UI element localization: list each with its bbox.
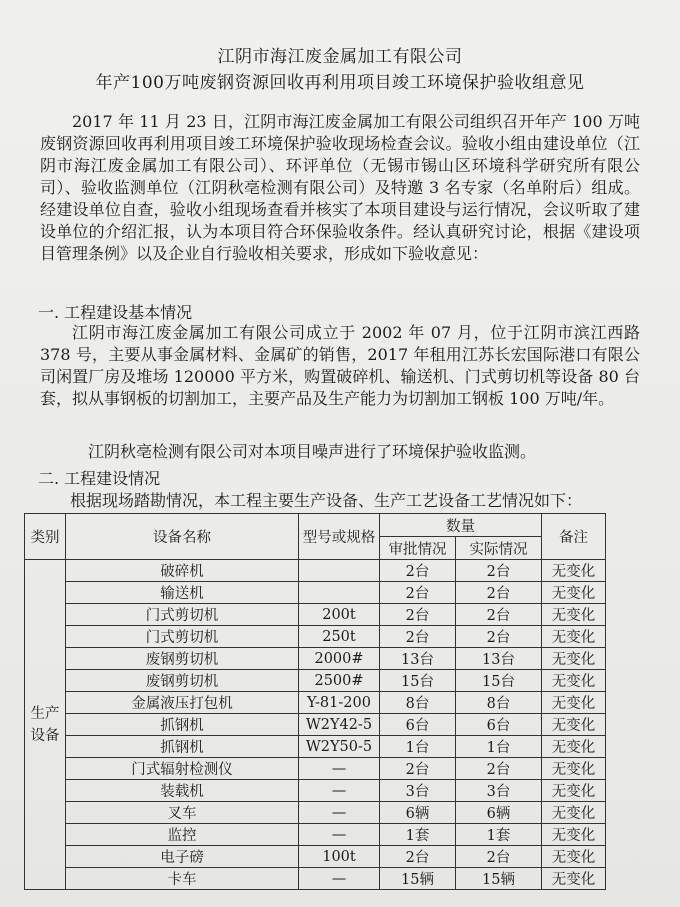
- note-cell: 无变化: [542, 648, 606, 670]
- note-cell: 无变化: [542, 670, 606, 692]
- note-cell: 无变化: [542, 802, 606, 824]
- table-row: [25, 582, 606, 604]
- actual-qty-cell: 1套: [456, 824, 542, 846]
- note-cell: 无变化: [542, 758, 606, 780]
- approved-qty-cell: 2台: [380, 626, 456, 648]
- equipment-name-cell: 卡车: [66, 868, 299, 890]
- model-cell: W2Y50-5: [299, 736, 380, 758]
- section1-text: 江阴市海江废金属加工有限公司成立于 2002 年 07 月，位于江阴市滨江西路 378 号，主要从事金属材料、金属矿的销售，2017 年租用江苏长宏国际港口有限公司闲置厂房及堆场 120000 平方米，购置破碎机、输送机、门式剪切机等设备 80 台套，拟从事钢板的切割加工，主要产品及生产能力为切割加工钢板 100 万吨/年。: [40, 323, 640, 408]
- approved-qty-cell: 2台: [380, 758, 456, 780]
- actual-qty-cell: 3台: [456, 780, 542, 802]
- header-name: 设备名称: [66, 514, 299, 560]
- equipment-table: [24, 513, 606, 890]
- approved-qty-cell: 6辆: [380, 802, 456, 824]
- model-cell: [299, 582, 380, 604]
- equipment-name-cell: 监控: [66, 824, 299, 846]
- company-title: 江阴市海江废金属加工有限公司: [217, 47, 463, 67]
- table-row: [25, 824, 606, 846]
- equipment-name-cell: 废钢剪切机: [66, 648, 299, 670]
- note-cell: 无变化: [542, 780, 606, 802]
- approved-qty-cell: 8台: [380, 692, 456, 714]
- equipment-name-cell: 门式辐射检测仪: [66, 758, 299, 780]
- actual-qty-cell: 8台: [456, 692, 542, 714]
- actual-qty-cell: 2台: [456, 626, 542, 648]
- note-cell: 无变化: [542, 560, 606, 582]
- intro-paragraph: [40, 111, 640, 265]
- equipment-name-cell: 输送机: [66, 582, 299, 604]
- actual-qty-cell: 2台: [456, 560, 542, 582]
- approved-qty-cell: 3台: [380, 780, 456, 802]
- actual-qty-cell: 15辆: [456, 868, 542, 890]
- category-label-line1: 生产: [30, 705, 60, 722]
- table-row: [25, 736, 606, 758]
- table-row: [25, 692, 606, 714]
- table-row: [25, 780, 606, 802]
- equipment-name-cell: 废钢剪切机: [66, 670, 299, 692]
- header-note: 备注: [542, 514, 606, 560]
- category-cell: [25, 560, 66, 890]
- actual-qty-cell: 2台: [456, 604, 542, 626]
- equipment-name-cell: 抓钢机: [66, 714, 299, 736]
- note-cell: 无变化: [542, 582, 606, 604]
- equipment-name-cell: 金属液压打包机: [66, 692, 299, 714]
- equipment-name-cell: 门式剪切机: [66, 604, 299, 626]
- header-approved: 审批情况: [380, 537, 456, 560]
- document-title: 年产100万吨废钢资源回收再利用项目竣工环境保护验收组意见: [95, 73, 585, 93]
- model-cell: 200t: [299, 604, 380, 626]
- model-cell: W2Y42-5: [299, 714, 380, 736]
- model-cell: Y-81-200: [299, 692, 380, 714]
- monitoring-paragraph: [40, 441, 640, 463]
- table-intro: [70, 490, 650, 512]
- equipment-name-cell: 叉车: [66, 802, 299, 824]
- note-cell: 无变化: [542, 692, 606, 714]
- table-row: [25, 714, 606, 736]
- approved-qty-cell: 2台: [380, 560, 456, 582]
- table-row: [25, 846, 606, 868]
- actual-qty-cell: 6台: [456, 714, 542, 736]
- intro-text: 2017 年 11 月 23 日，江阴市海江废金属加工有限公司组织召开年产 100 万吨废钢资源回收再利用项目竣工环境保护验收现场检查会议。验收小组由建设单位（江阴市海江废金属加工有限公司）、环评单位（无锡市锡山区环境科学研究所有限公司）、验收监测单位（江阴秋亳检测有限公司）及特邀 3 名专家（名单附后）组成。经建设单位自查，验收小组现场查看并核实了本项目建设与运行情况，会议听取了建设单位的介绍汇报，认为本项目符合环保验收条件。经认真研究讨论，根据《建设项目管理条例》以及企业自行验收相关要求，形成如下验收意见：: [40, 112, 640, 263]
- header-model: 型号或规格: [299, 514, 380, 560]
- model-cell: 2000#: [299, 648, 380, 670]
- approved-qty-cell: 15辆: [380, 868, 456, 890]
- model-cell: [299, 560, 380, 582]
- model-cell: 100t: [299, 846, 380, 868]
- note-cell: 无变化: [542, 824, 606, 846]
- equipment-name-cell: 破碎机: [66, 560, 299, 582]
- header-category: 类别: [25, 514, 66, 560]
- model-cell: —: [299, 758, 380, 780]
- model-cell: 250t: [299, 626, 380, 648]
- note-cell: 无变化: [542, 604, 606, 626]
- table-row: [25, 648, 606, 670]
- category-label-line2: 设备: [30, 727, 60, 744]
- actual-qty-cell: 2台: [456, 846, 542, 868]
- table-row: [25, 670, 606, 692]
- note-cell: 无变化: [542, 846, 606, 868]
- note-cell: 无变化: [542, 626, 606, 648]
- approved-qty-cell: 2台: [380, 582, 456, 604]
- note-cell: 无变化: [542, 736, 606, 758]
- model-cell: —: [299, 802, 380, 824]
- table-row: [25, 560, 606, 582]
- actual-qty-cell: 13台: [456, 648, 542, 670]
- header-quantity: 数量: [380, 514, 542, 537]
- table-row: [25, 868, 606, 890]
- table-row: [25, 758, 606, 780]
- equipment-name-cell: 电子磅: [66, 846, 299, 868]
- table-row: [25, 604, 606, 626]
- actual-qty-cell: 15台: [456, 670, 542, 692]
- model-cell: —: [299, 824, 380, 846]
- model-cell: 2500#: [299, 670, 380, 692]
- approved-qty-cell: 6台: [380, 714, 456, 736]
- table-row: [25, 802, 606, 824]
- monitoring-text: 江阴秋亳检测有限公司对本项目噪声进行了环境保护验收监测。: [88, 442, 537, 461]
- approved-qty-cell: 2台: [380, 846, 456, 868]
- equipment-name-cell: 装载机: [66, 780, 299, 802]
- note-cell: 无变化: [542, 714, 606, 736]
- table-intro-text: 根据现场踏勘情况，本工程主要生产设备、生产工艺设备工艺情况如下：: [70, 491, 583, 510]
- actual-qty-cell: 2台: [456, 758, 542, 780]
- approved-qty-cell: 2台: [380, 604, 456, 626]
- model-cell: —: [299, 780, 380, 802]
- approved-qty-cell: 13台: [380, 648, 456, 670]
- section2-heading: 二. 工程建设情况: [38, 469, 161, 488]
- approved-qty-cell: 1套: [380, 824, 456, 846]
- equipment-name-cell: 抓钢机: [66, 736, 299, 758]
- table-body: [25, 560, 606, 890]
- model-cell: —: [299, 868, 380, 890]
- note-cell: 无变化: [542, 868, 606, 890]
- approved-qty-cell: 1台: [380, 736, 456, 758]
- actual-qty-cell: 1台: [456, 736, 542, 758]
- approved-qty-cell: 15台: [380, 670, 456, 692]
- equipment-name-cell: 门式剪切机: [66, 626, 299, 648]
- header-actual: 实际情况: [456, 537, 542, 560]
- section1-heading: 一. 工程建设基本情况: [38, 303, 193, 322]
- actual-qty-cell: 6辆: [456, 802, 542, 824]
- table-row: [25, 626, 606, 648]
- section1-paragraph: [40, 322, 640, 410]
- actual-qty-cell: 2台: [456, 582, 542, 604]
